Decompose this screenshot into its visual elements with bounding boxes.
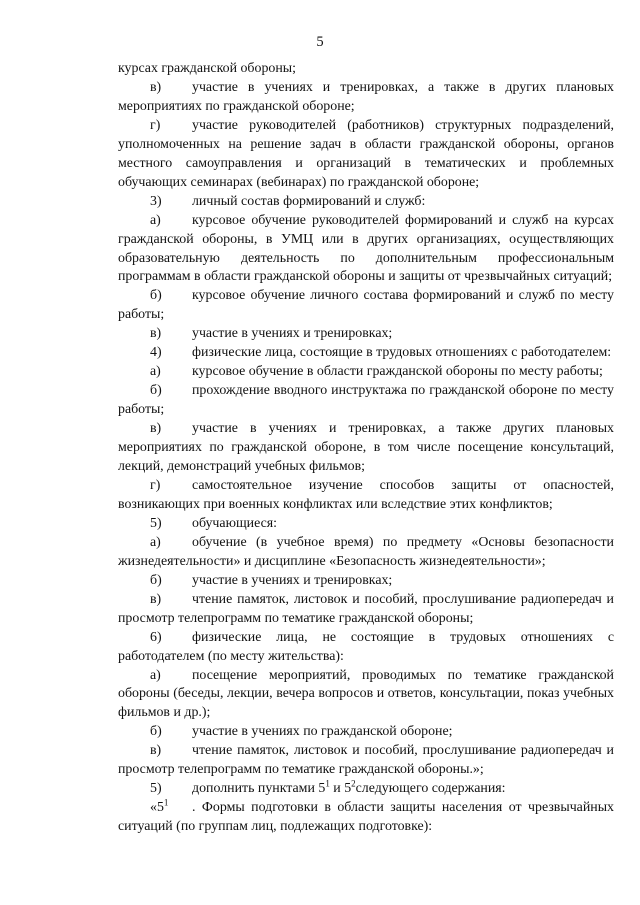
list-marker: в) [150,79,162,95]
point-number: «$5^1$ [150,797,169,816]
paragraph: курсах гражданской обороны; [118,61,296,76]
new-point: «$5^1$ . Формы подготовки в области защиты населения от чрезвычайных ситуаций (по группам лиц, подлежащих подготовке): [118,797,614,835]
list-marker: 6) [150,629,162,645]
list-marker: г) [150,117,161,133]
list-item: а) курсовое обучение в области гражданской обороны по месту работы; [118,363,614,382]
list-marker: 4) [150,345,162,361]
amendment-item: 5) дополнить пунктами $5^1$ и $5^2следующего$ содержания: [118,780,614,799]
list-item: б) прохождение вводного инструктажа по гражданской обороне по месту работы; [118,383,614,418]
list-marker: б) [150,383,162,399]
page-number: 5 [316,34,324,50]
list-marker: 3) [150,193,162,209]
list-marker: а) [150,364,161,380]
list-marker: в) [150,421,162,437]
document-body [118,60,614,837]
list-marker: а) [150,534,161,550]
list-marker: в) [150,326,162,342]
list-marker: г) [150,477,161,493]
list-marker: б) [150,288,162,304]
list-item: в) чтение памяток, листовок и пособий, прослушивание радиопередач и просмотр телепрограмм по тематике гражданской обороны.»; [118,743,614,778]
list-marker: в) [150,591,162,607]
list-item: а) курсовое обучение руководителей формирований и служб на курсах гражданской обороны, в УМЦ или в других организациях, осуществляющих образовательную деятельность по дополнительным профессиональным программам в области гражданской обороны и защиты от чрезвычайных ситуаций; [118,212,614,285]
list-item: б) участие в учениях и тренировках; [118,572,614,591]
list-item: 4) физические лица, состоящие в трудовых отношениях с работодателем: [118,344,614,363]
list-item: 6) физические лица, не состоящие в трудовых отношениях с работодателем (по месту жительства): [118,629,614,664]
list-item: г) участие руководителей (работников) структурных подразделений, уполномоченных на решение задач в области гражданской обороны, органов местного самоуправления и организаций в тематических и проблемных обучающих семинарах (вебинарах) по гражданской обороне; [118,117,614,190]
list-marker: б) [150,572,162,588]
list-item: б) участие в учениях по гражданской обороне; [118,723,614,742]
list-item: б) курсовое обучение личного состава формирований и служб по месту работы; [118,288,614,323]
list-item: а) посещение мероприятий, проводимых по тематике гражданской обороны (беседы, лекции, вечера вопросов и ответов, консультации, показ учебных фильмов и др.); [118,667,614,721]
list-item: г) самостоятельное изучение способов защиты от опасностей, возникающих при военных конфликтах или вследствие этих конфликтов; [118,477,614,512]
list-item: в) участие в учениях и тренировках, а также других плановых мероприятиях по гражданской обороне, в том числе посещение консультаций, лекций, демонстраций учебных фильмов; [118,421,614,475]
list-item: в) чтение памяток, листовок и пособий, прослушивание радиопередач и просмотр телепрограмм по тематике гражданской обороны; [118,591,614,626]
list-marker: в) [150,743,162,759]
list-item: 5) обучающиеся: [118,515,614,534]
list-marker: а) [150,212,161,228]
list-marker: б) [150,724,162,740]
list-item: в) участие в учениях и тренировках, а также в других плановых мероприятиях по гражданской обороне; [118,79,614,114]
list-item: в) участие в учениях и тренировках; [118,325,614,344]
list-marker: 5) [150,515,162,531]
list-marker: а) [150,667,161,683]
list-item: а) обучение (в учебное время) по предмету «Основы безопасности жизнедеятельности» и дисциплине «Безопасность жизнедеятельности»; [118,534,614,569]
list-item: 3) личный состав формирований и служб: [118,193,614,212]
list-marker: 5) [150,781,162,797]
